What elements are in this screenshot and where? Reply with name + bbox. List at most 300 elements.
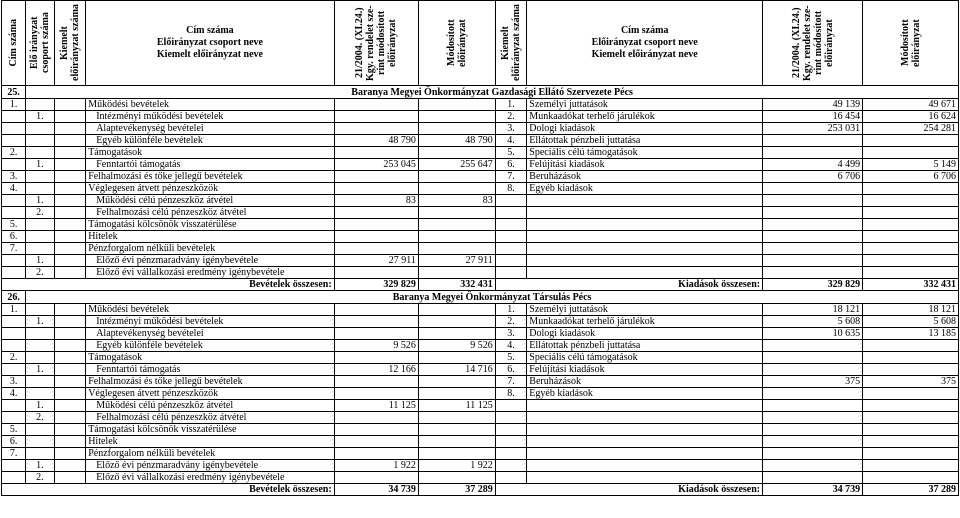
expense-original [763, 472, 863, 484]
expense-modified: 6 706 [863, 171, 959, 183]
expense-number [495, 195, 527, 207]
subgroup-number: 1. [26, 111, 54, 123]
expense-number: 8. [495, 183, 527, 195]
item-number [54, 340, 86, 352]
expense-label: Egyéb kiadások [527, 388, 763, 400]
revenue-label: Véglegesen átvett pénzeszközök [86, 183, 334, 195]
subgroup-number [26, 328, 54, 340]
expense-number: 5. [495, 147, 527, 159]
item-number [54, 267, 86, 279]
item-number [54, 352, 86, 364]
expense-number: 7. [495, 171, 527, 183]
group-number [2, 135, 26, 147]
revenue-modified: 48 790 [418, 135, 495, 147]
table-row [2, 135, 959, 147]
revenue-original [334, 111, 418, 123]
total-row [2, 279, 959, 291]
subgroup-number [26, 448, 54, 460]
table-row [2, 123, 959, 135]
subgroup-number [26, 424, 54, 436]
expense-total-label: Kiadások összesen: [495, 484, 762, 496]
expense-number: 4. [495, 135, 527, 147]
table-row [2, 388, 959, 400]
revenue-total-label: Bevételek összesen: [2, 279, 335, 291]
table-row [2, 111, 959, 123]
expense-modified [863, 207, 959, 219]
table-row [2, 304, 959, 316]
expense-modified [863, 219, 959, 231]
expense-original: 253 031 [763, 123, 863, 135]
expense-modified [863, 147, 959, 159]
table-row [2, 400, 959, 412]
revenue-total-original: 329 829 [334, 279, 418, 291]
subgroup-number [26, 352, 54, 364]
item-number [54, 99, 86, 111]
expense-label [527, 267, 763, 279]
table-row [2, 316, 959, 328]
revenue-label: Alaptevékenység bevételei [86, 123, 334, 135]
group-number: 2. [2, 147, 26, 159]
expense-modified [863, 460, 959, 472]
revenue-total-original: 34 739 [334, 484, 418, 496]
expense-label [527, 231, 763, 243]
group-number [2, 460, 26, 472]
group-number [2, 472, 26, 484]
revenue-label: Támogatások [86, 147, 334, 159]
group-number [2, 111, 26, 123]
expense-number: 8. [495, 388, 527, 400]
subgroup-number [26, 388, 54, 400]
section-number: 26. [2, 291, 26, 304]
revenue-original [334, 424, 418, 436]
expense-label: Beruházások [527, 376, 763, 388]
revenue-original: 1 922 [334, 460, 418, 472]
expense-number [495, 219, 527, 231]
revenue-modified: 1 922 [418, 460, 495, 472]
expense-modified [863, 448, 959, 460]
table-row [2, 219, 959, 231]
expense-modified: 13 185 [863, 328, 959, 340]
revenue-label: Előző évi pénzmaradvány igénybevétele [86, 460, 334, 472]
expense-total-original: 329 829 [763, 279, 863, 291]
expense-label [527, 412, 763, 424]
expense-label: Egyéb kiadások [527, 183, 763, 195]
revenue-label: Egyéb különféle bevételek [86, 135, 334, 147]
revenue-modified [418, 376, 495, 388]
revenue-original: 12 166 [334, 364, 418, 376]
revenue-original [334, 243, 418, 255]
table-row [2, 159, 959, 171]
expense-label: Beruházások [527, 171, 763, 183]
expense-modified [863, 388, 959, 400]
expense-original: 5 608 [763, 316, 863, 328]
expense-modified [863, 183, 959, 195]
revenue-original [334, 436, 418, 448]
expense-original: 4 499 [763, 159, 863, 171]
expense-number [495, 243, 527, 255]
revenue-label: Felhalmozási célú pénzeszköz átvétel [86, 412, 334, 424]
table-row [2, 255, 959, 267]
expense-modified [863, 255, 959, 267]
revenue-modified [418, 388, 495, 400]
revenue-label: Alaptevékenység bevételei [86, 328, 334, 340]
group-number [2, 412, 26, 424]
expense-original: 6 706 [763, 171, 863, 183]
expense-modified: 5 608 [863, 316, 959, 328]
item-number [54, 424, 86, 436]
subgroup-number [26, 340, 54, 352]
item-number [54, 183, 86, 195]
revenue-original [334, 147, 418, 159]
revenue-modified [418, 207, 495, 219]
expense-modified: 49 671 [863, 99, 959, 111]
revenue-original: 253 045 [334, 159, 418, 171]
revenue-modified [418, 111, 495, 123]
revenue-label: Előző évi vállalkozási eredmény igénybevétele [86, 267, 334, 279]
header-left-title: Cím száma Előirányzat csoport neve Kiemelt előirányzat neve [86, 1, 334, 86]
item-number [54, 147, 86, 159]
table-row [2, 340, 959, 352]
revenue-original: 9 526 [334, 340, 418, 352]
revenue-modified [418, 328, 495, 340]
revenue-modified [418, 267, 495, 279]
expense-modified [863, 436, 959, 448]
revenue-original [334, 99, 418, 111]
item-number [54, 111, 86, 123]
revenue-total-modified: 332 431 [418, 279, 495, 291]
revenue-modified [418, 436, 495, 448]
section-header-row [2, 86, 959, 99]
group-number [2, 207, 26, 219]
revenue-original: 83 [334, 195, 418, 207]
revenue-modified [418, 123, 495, 135]
revenue-label: Fenntartói támogatás [86, 159, 334, 171]
expense-label: Személyi juttatások [527, 99, 763, 111]
expense-original [763, 460, 863, 472]
subgroup-number: 2. [26, 412, 54, 424]
expense-number [495, 436, 527, 448]
expense-number: 2. [495, 316, 527, 328]
subgroup-number [26, 243, 54, 255]
expense-total-original: 34 739 [763, 484, 863, 496]
table-row [2, 267, 959, 279]
item-number [54, 400, 86, 412]
expense-number: 5. [495, 352, 527, 364]
item-number [54, 243, 86, 255]
expense-label [527, 243, 763, 255]
expense-number: 1. [495, 304, 527, 316]
expense-original: 16 454 [763, 111, 863, 123]
header-kgy-rendelet-right: 21/2004. (XI.24.) Kgy. rendelet sze-rint módosított előirányzat [763, 1, 863, 86]
group-number [2, 123, 26, 135]
expense-label: Felújítási kiadások [527, 159, 763, 171]
revenue-label: Felhalmozási és tőke jellegű bevételek [86, 376, 334, 388]
expense-modified [863, 243, 959, 255]
group-number [2, 159, 26, 171]
expense-original [763, 231, 863, 243]
expense-label: Munkaadókat terhelő járulékok [527, 111, 763, 123]
revenue-original [334, 123, 418, 135]
subgroup-number [26, 123, 54, 135]
item-number [54, 159, 86, 171]
table-body [2, 1, 959, 496]
expense-modified [863, 231, 959, 243]
group-number: 2. [2, 352, 26, 364]
expense-modified: 18 121 [863, 304, 959, 316]
group-number [2, 267, 26, 279]
revenue-modified [418, 147, 495, 159]
group-number [2, 255, 26, 267]
header-modositott: Módosított előirányzat [418, 1, 495, 86]
revenue-modified [418, 183, 495, 195]
expense-label [527, 472, 763, 484]
subgroup-number [26, 436, 54, 448]
revenue-label: Támogatási kölcsönök visszatérülése [86, 219, 334, 231]
total-row [2, 484, 959, 496]
expense-total-label: Kiadások összesen: [495, 279, 762, 291]
revenue-label: Fenntartói támogatás [86, 364, 334, 376]
revenue-modified: 83 [418, 195, 495, 207]
revenue-label: Felhalmozási célú pénzeszköz átvétel [86, 207, 334, 219]
revenue-original [334, 316, 418, 328]
table-row [2, 231, 959, 243]
expense-modified [863, 267, 959, 279]
subgroup-number [26, 376, 54, 388]
expense-label: Speciális célú támogatások [527, 147, 763, 159]
expense-number: 6. [495, 364, 527, 376]
expense-modified [863, 364, 959, 376]
revenue-modified: 14 716 [418, 364, 495, 376]
expense-label [527, 195, 763, 207]
item-number [54, 207, 86, 219]
table-row [2, 328, 959, 340]
revenue-original [334, 304, 418, 316]
item-number [54, 460, 86, 472]
item-number [54, 219, 86, 231]
expense-modified [863, 472, 959, 484]
item-number [54, 171, 86, 183]
table-row [2, 460, 959, 472]
subgroup-number [26, 219, 54, 231]
expense-label [527, 424, 763, 436]
revenue-original [334, 328, 418, 340]
group-number [2, 316, 26, 328]
expense-modified: 5 149 [863, 159, 959, 171]
item-number [54, 255, 86, 267]
revenue-original [334, 219, 418, 231]
table-row [2, 436, 959, 448]
expense-original [763, 400, 863, 412]
revenue-label: Támogatási kölcsönök visszatérülése [86, 424, 334, 436]
table-row [2, 448, 959, 460]
table-row [2, 99, 959, 111]
expense-number [495, 472, 527, 484]
expense-modified [863, 400, 959, 412]
revenue-label: Intézményi működési bevételek [86, 316, 334, 328]
table-row [2, 183, 959, 195]
expense-label: Felújítási kiadások [527, 364, 763, 376]
item-number [54, 364, 86, 376]
revenue-label: Támogatások [86, 352, 334, 364]
expense-number [495, 460, 527, 472]
revenue-label: Pénzforgalom nélküli bevételek [86, 243, 334, 255]
expense-modified [863, 340, 959, 352]
expense-number [495, 400, 527, 412]
revenue-original [334, 231, 418, 243]
group-number: 4. [2, 183, 26, 195]
expense-number: 4. [495, 340, 527, 352]
expense-modified [863, 352, 959, 364]
expense-label: Speciális célú támogatások [527, 352, 763, 364]
expense-modified: 254 281 [863, 123, 959, 135]
expense-number [495, 255, 527, 267]
expense-label [527, 460, 763, 472]
revenue-label: Egyéb különféle bevételek [86, 340, 334, 352]
item-number [54, 436, 86, 448]
revenue-label: Pénzforgalom nélküli bevételek [86, 448, 334, 460]
group-number: 4. [2, 388, 26, 400]
expense-modified [863, 135, 959, 147]
revenue-modified [418, 231, 495, 243]
group-number: 6. [2, 436, 26, 448]
group-number [2, 195, 26, 207]
revenue-label: Intézményi működési bevételek [86, 111, 334, 123]
expense-label: Ellátottak pénzbeli juttatása [527, 135, 763, 147]
expense-original [763, 267, 863, 279]
expense-original: 49 139 [763, 99, 863, 111]
expense-number [495, 412, 527, 424]
expense-label: Dologi kiadások [527, 123, 763, 135]
subgroup-number: 1. [26, 460, 54, 472]
expense-number: 3. [495, 328, 527, 340]
subgroup-number: 1. [26, 316, 54, 328]
item-number [54, 472, 86, 484]
expense-original [763, 207, 863, 219]
expense-original [763, 183, 863, 195]
expense-label: Munkaadókat terhelő járulékok [527, 316, 763, 328]
expense-label [527, 436, 763, 448]
table-row [2, 195, 959, 207]
item-number [54, 376, 86, 388]
group-number [2, 328, 26, 340]
header-right-title: Cím száma Előirányzat csoport neve Kiemelt előirányzat neve [527, 1, 763, 86]
item-number [54, 231, 86, 243]
expense-original [763, 135, 863, 147]
revenue-original [334, 207, 418, 219]
revenue-label: Felhalmozási és tőke jellegű bevételek [86, 171, 334, 183]
expense-number [495, 424, 527, 436]
revenue-original [334, 171, 418, 183]
section-header-row [2, 291, 959, 304]
subgroup-number: 2. [26, 472, 54, 484]
header-modositott-right: Módosított előirányzat [863, 1, 959, 86]
revenue-label: Véglegesen átvett pénzeszközök [86, 388, 334, 400]
expense-number: 2. [495, 111, 527, 123]
subgroup-number [26, 304, 54, 316]
group-number: 6. [2, 231, 26, 243]
expense-modified: 16 624 [863, 111, 959, 123]
table-row [2, 207, 959, 219]
revenue-total-label: Bevételek összesen: [2, 484, 335, 496]
header-eloiranyzat-csoport: Elő irányzat csoport száma [26, 1, 54, 86]
budget-table [1, 0, 959, 496]
expense-label [527, 400, 763, 412]
revenue-original [334, 472, 418, 484]
revenue-modified [418, 304, 495, 316]
revenue-original [334, 412, 418, 424]
expense-label: Ellátottak pénzbeli juttatása [527, 340, 763, 352]
group-number: 7. [2, 243, 26, 255]
expense-number [495, 231, 527, 243]
expense-label [527, 255, 763, 267]
expense-label [527, 448, 763, 460]
revenue-label: Működési célú pénzeszköz átvétel [86, 195, 334, 207]
expense-modified: 375 [863, 376, 959, 388]
subgroup-number: 2. [26, 267, 54, 279]
expense-number [495, 207, 527, 219]
group-number: 5. [2, 424, 26, 436]
expense-number: 7. [495, 376, 527, 388]
expense-number: 6. [495, 159, 527, 171]
expense-original [763, 340, 863, 352]
revenue-modified [418, 424, 495, 436]
expense-modified [863, 195, 959, 207]
item-number [54, 316, 86, 328]
revenue-total-modified: 37 289 [418, 484, 495, 496]
expense-total-modified: 332 431 [863, 279, 959, 291]
table-row [2, 472, 959, 484]
revenue-original: 11 125 [334, 400, 418, 412]
expense-original [763, 243, 863, 255]
revenue-modified [418, 412, 495, 424]
subgroup-number [26, 183, 54, 195]
expense-modified [863, 424, 959, 436]
group-number: 5. [2, 219, 26, 231]
revenue-modified [418, 243, 495, 255]
revenue-modified [418, 352, 495, 364]
item-number [54, 388, 86, 400]
item-number [54, 412, 86, 424]
subgroup-number: 1. [26, 400, 54, 412]
revenue-label: Működési bevételek [86, 304, 334, 316]
table-row [2, 412, 959, 424]
expense-number: 1. [495, 99, 527, 111]
expense-label [527, 219, 763, 231]
revenue-modified: 11 125 [418, 400, 495, 412]
group-number: 3. [2, 376, 26, 388]
revenue-modified: 255 647 [418, 159, 495, 171]
table-row [2, 171, 959, 183]
expense-original [763, 448, 863, 460]
revenue-modified [418, 448, 495, 460]
header-kiemelt-eloiranyzat-right: Kiemelt előirányzat száma [495, 1, 527, 86]
revenue-label: Működési célú pénzeszköz átvétel [86, 400, 334, 412]
header-kgy-rendelet: 21/2004. (XI.24.) Kgy. rendelet sze-rint módosított előirányzat [334, 1, 418, 86]
subgroup-number [26, 135, 54, 147]
item-number [54, 448, 86, 460]
group-number [2, 400, 26, 412]
revenue-label: Hitelek [86, 231, 334, 243]
item-number [54, 195, 86, 207]
table-row [2, 147, 959, 159]
subgroup-number: 2. [26, 207, 54, 219]
expense-original [763, 147, 863, 159]
revenue-original [334, 448, 418, 460]
revenue-modified [418, 171, 495, 183]
subgroup-number [26, 231, 54, 243]
revenue-original [334, 183, 418, 195]
revenue-modified [418, 316, 495, 328]
